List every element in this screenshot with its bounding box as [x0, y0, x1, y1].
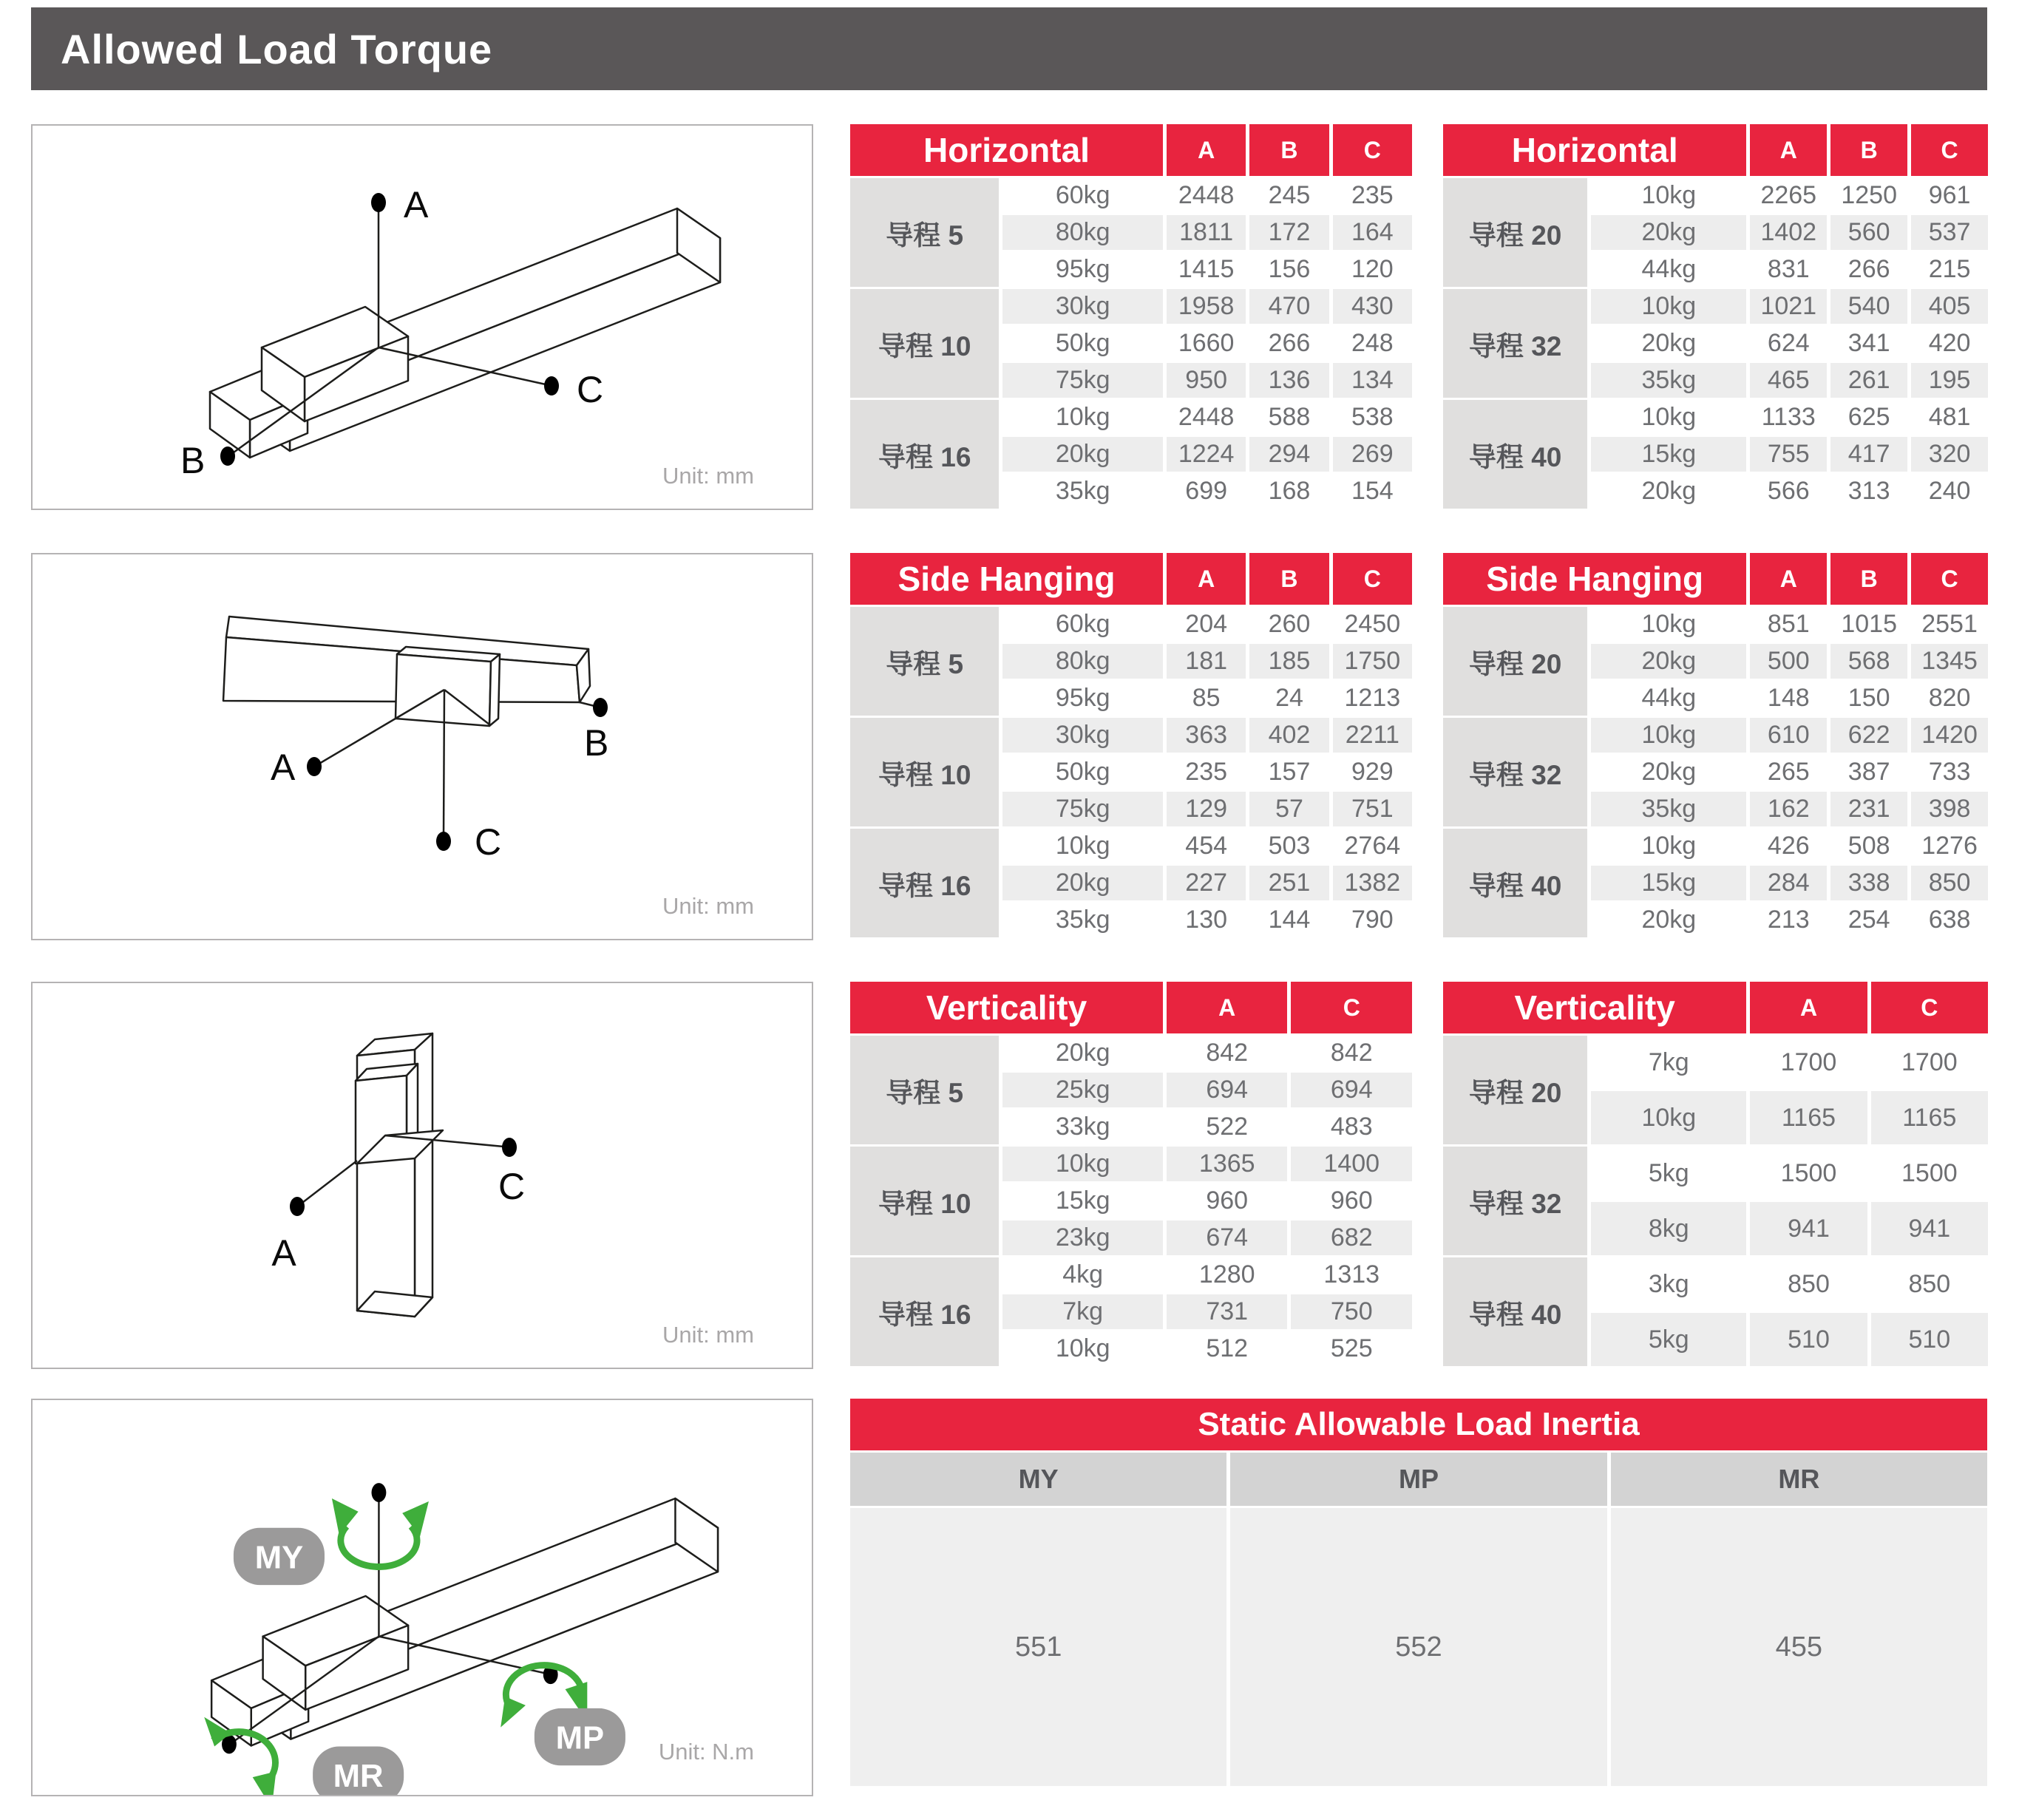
- axis-b-dot: [220, 446, 235, 466]
- weight-cell: 23kg: [1002, 1220, 1163, 1255]
- weight-cell: 8kg: [1591, 1202, 1746, 1255]
- value-cell: 522: [1167, 1110, 1288, 1144]
- value-cell: 430: [1333, 289, 1412, 324]
- value-cell: 130: [1167, 903, 1246, 937]
- value-cell: 195: [1911, 363, 1988, 398]
- value-cell: 1280: [1167, 1257, 1288, 1292]
- lead-cell: 导程 5: [850, 607, 999, 716]
- value-cell: 610: [1750, 718, 1827, 753]
- value-cell: 638: [1911, 903, 1988, 937]
- weight-cell: 80kg: [1002, 644, 1163, 679]
- value-cell: 525: [1291, 1331, 1412, 1366]
- lead-cell: 导程 10: [850, 289, 999, 398]
- axis-c-dot: [544, 376, 559, 395]
- value-cell: 1958: [1167, 289, 1246, 324]
- value-cell: 1420: [1911, 718, 1988, 753]
- value-cell: 402: [1249, 718, 1329, 753]
- value-cell: 961: [1911, 178, 1988, 213]
- value-cell: 537: [1911, 215, 1988, 250]
- value-cell: 24: [1249, 681, 1329, 716]
- value-cell: 2211: [1333, 718, 1412, 753]
- axis-a-dot: [307, 757, 322, 776]
- value-cell: 134: [1333, 363, 1412, 398]
- value-cell: 960: [1291, 1184, 1412, 1218]
- weight-cell: 25kg: [1002, 1073, 1163, 1107]
- value-cell: 248: [1333, 326, 1412, 361]
- value-cell: 162: [1750, 792, 1827, 826]
- value-cell: 1165: [1871, 1091, 1988, 1144]
- value-cell: 2448: [1167, 400, 1246, 435]
- value-cell: 820: [1911, 681, 1988, 716]
- value-cell: 510: [1871, 1313, 1988, 1366]
- value-cell: 150: [1830, 681, 1907, 716]
- weight-cell: 20kg: [1591, 326, 1746, 361]
- my-axis-dot: [372, 1483, 387, 1502]
- moment-diagram: [33, 1400, 812, 1795]
- value-cell: 790: [1333, 903, 1412, 937]
- value-cell: 941: [1750, 1202, 1867, 1255]
- weight-cell: 20kg: [1002, 866, 1163, 900]
- column-header-c: C: [1291, 982, 1412, 1033]
- weight-cell: 10kg: [1591, 829, 1746, 863]
- weight-cell: 5kg: [1591, 1313, 1746, 1366]
- value-cell: 929: [1333, 755, 1412, 790]
- value-cell: 426: [1750, 829, 1827, 863]
- diagram-panel-verticality: [31, 982, 813, 1369]
- unit-label: Unit: mm: [662, 893, 754, 919]
- value-cell: 682: [1291, 1220, 1412, 1255]
- table-title: Horizontal: [1443, 124, 1746, 176]
- weight-cell: 50kg: [1002, 326, 1163, 361]
- value-cell: 1276: [1911, 829, 1988, 863]
- value-cell: 755: [1750, 437, 1827, 472]
- value-cell: 510: [1750, 1313, 1867, 1366]
- value-cell: 624: [1750, 326, 1827, 361]
- weight-cell: 4kg: [1002, 1257, 1163, 1292]
- weight-cell: 7kg: [1591, 1036, 1746, 1089]
- weight-cell: 95kg: [1002, 681, 1163, 716]
- axis-c-label: C: [475, 821, 502, 863]
- diagram-panel-side-hanging: [31, 553, 813, 940]
- weight-cell: 20kg: [1591, 644, 1746, 679]
- weight-cell: 10kg: [1002, 1147, 1163, 1181]
- svg-text:MP: MP: [555, 1719, 605, 1756]
- weight-cell: 10kg: [1591, 718, 1746, 753]
- value-cell: 1365: [1167, 1147, 1288, 1181]
- table-title: Verticality: [850, 982, 1163, 1033]
- value-cell: 568: [1830, 644, 1907, 679]
- value-cell: 181: [1167, 644, 1246, 679]
- weight-cell: 60kg: [1002, 178, 1163, 213]
- axis-a-label: A: [271, 1232, 296, 1274]
- column-header-b: B: [1830, 553, 1907, 605]
- value-cell: 227: [1167, 866, 1246, 900]
- value-cell: 120: [1333, 252, 1412, 287]
- axis-a-label: A: [271, 747, 296, 788]
- column-header-c: C: [1871, 982, 1988, 1033]
- verticality-diagram: [33, 983, 812, 1368]
- value-cell: 148: [1750, 681, 1827, 716]
- value-cell: 674: [1167, 1220, 1288, 1255]
- value-cell: 1345: [1911, 644, 1988, 679]
- weight-cell: 20kg: [1591, 755, 1746, 790]
- value-cell: 213: [1750, 903, 1827, 937]
- verticality-table-lead-5-16: [850, 982, 1412, 1366]
- lead-cell: 导程 40: [1443, 829, 1587, 937]
- svg-text:MR: MR: [333, 1758, 384, 1795]
- weight-cell: 10kg: [1591, 1091, 1746, 1144]
- carriage-block: [396, 647, 500, 726]
- inertia-value-mr: 455: [1611, 1508, 1987, 1786]
- side-hanging-table-lead-5-16: [850, 553, 1412, 937]
- weight-cell: 15kg: [1591, 866, 1746, 900]
- value-cell: 588: [1249, 400, 1329, 435]
- value-cell: 313: [1830, 474, 1907, 509]
- value-cell: 751: [1333, 792, 1412, 826]
- weight-cell: 15kg: [1591, 437, 1746, 472]
- value-cell: 1500: [1750, 1147, 1867, 1200]
- value-cell: 157: [1249, 755, 1329, 790]
- value-cell: 2551: [1911, 607, 1988, 642]
- value-cell: 842: [1291, 1036, 1412, 1070]
- lead-cell: 导程 20: [1443, 607, 1587, 716]
- side-hanging-table-lead-20-40: [1443, 553, 1988, 937]
- weight-cell: 35kg: [1002, 903, 1163, 937]
- value-cell: 470: [1249, 289, 1329, 324]
- value-cell: 731: [1167, 1294, 1288, 1329]
- value-cell: 622: [1830, 718, 1907, 753]
- column-header-a: A: [1167, 982, 1288, 1033]
- value-cell: 831: [1750, 252, 1827, 287]
- weight-cell: 33kg: [1002, 1110, 1163, 1144]
- weight-cell: 15kg: [1002, 1184, 1163, 1218]
- lead-cell: 导程 32: [1443, 1147, 1587, 1255]
- weight-cell: 35kg: [1591, 363, 1746, 398]
- column-header-a: A: [1167, 124, 1246, 176]
- horizontal-diagram: [33, 126, 812, 509]
- column-header-b: B: [1249, 124, 1329, 176]
- column-header-a: A: [1750, 124, 1827, 176]
- value-cell: 2448: [1167, 178, 1246, 213]
- weight-cell: 5kg: [1591, 1147, 1746, 1200]
- weight-cell: 7kg: [1002, 1294, 1163, 1329]
- lead-cell: 导程 16: [850, 1257, 999, 1366]
- value-cell: 1750: [1333, 644, 1412, 679]
- weight-cell: 44kg: [1591, 252, 1746, 287]
- value-cell: 1165: [1750, 1091, 1867, 1144]
- column-header-a: A: [1750, 553, 1827, 605]
- value-cell: 850: [1871, 1257, 1988, 1311]
- column-header-c: C: [1333, 124, 1412, 176]
- lead-cell: 导程 16: [850, 829, 999, 937]
- weight-cell: 30kg: [1002, 718, 1163, 753]
- value-cell: 341: [1830, 326, 1907, 361]
- value-cell: 1400: [1291, 1147, 1412, 1181]
- value-cell: 960: [1167, 1184, 1288, 1218]
- axis-c-label: C: [498, 1166, 526, 1207]
- diagram-panel-horizontal: [31, 124, 813, 510]
- weight-cell: 3kg: [1591, 1257, 1746, 1311]
- value-cell: 266: [1830, 252, 1907, 287]
- axis-a-dot: [371, 193, 386, 212]
- value-cell: 129: [1167, 792, 1246, 826]
- value-cell: 1250: [1830, 178, 1907, 213]
- column-header-b: B: [1249, 553, 1329, 605]
- value-cell: 1660: [1167, 326, 1246, 361]
- table-title: Side Hanging: [850, 553, 1163, 605]
- value-cell: 1021: [1750, 289, 1827, 324]
- axis-c-dot: [502, 1138, 517, 1157]
- value-cell: 338: [1830, 866, 1907, 900]
- value-cell: 699: [1167, 474, 1246, 509]
- value-cell: 842: [1167, 1036, 1288, 1070]
- weight-cell: 10kg: [1002, 400, 1163, 435]
- lead-cell: 导程 32: [1443, 289, 1587, 398]
- value-cell: 1415: [1167, 252, 1246, 287]
- lead-cell: 导程 20: [1443, 178, 1587, 287]
- value-cell: 254: [1830, 903, 1907, 937]
- value-cell: 2764: [1333, 829, 1412, 863]
- weight-cell: 30kg: [1002, 289, 1163, 324]
- lead-cell: 导程 5: [850, 1036, 999, 1144]
- value-cell: 851: [1750, 607, 1827, 642]
- value-cell: 417: [1830, 437, 1907, 472]
- inertia-header-mp: MP: [1230, 1453, 1606, 1506]
- value-cell: 136: [1249, 363, 1329, 398]
- column-header-b: B: [1830, 124, 1907, 176]
- value-cell: 144: [1249, 903, 1329, 937]
- inertia-value-mp: 552: [1230, 1508, 1606, 1786]
- value-cell: 231: [1830, 792, 1907, 826]
- value-cell: 85: [1167, 681, 1246, 716]
- unit-label: Unit: N.m: [658, 1739, 754, 1765]
- value-cell: 156: [1249, 252, 1329, 287]
- svg-text:MY: MY: [254, 1539, 304, 1576]
- lead-cell: 导程 10: [850, 1147, 999, 1255]
- value-cell: 503: [1249, 829, 1329, 863]
- axis-c-dot: [436, 832, 451, 851]
- column-header-c: C: [1333, 553, 1412, 605]
- value-cell: 1700: [1871, 1036, 1988, 1089]
- value-cell: 1382: [1333, 866, 1412, 900]
- inertia-header-my: MY: [850, 1453, 1226, 1506]
- inertia-table-title: Static Allowable Load Inertia: [850, 1399, 1987, 1450]
- value-cell: 1402: [1750, 215, 1827, 250]
- value-cell: 154: [1333, 474, 1412, 509]
- value-cell: 508: [1830, 829, 1907, 863]
- page-title: Allowed Load Torque: [61, 25, 493, 72]
- value-cell: 465: [1750, 363, 1827, 398]
- my-rotation-arrow: [332, 1498, 429, 1566]
- weight-cell: 75kg: [1002, 363, 1163, 398]
- weight-cell: 35kg: [1002, 474, 1163, 509]
- value-cell: 269: [1333, 437, 1412, 472]
- horizontal-table-lead-20-40: [1443, 124, 1988, 509]
- weight-cell: 75kg: [1002, 792, 1163, 826]
- weight-cell: 10kg: [1591, 607, 1746, 642]
- value-cell: 1313: [1291, 1257, 1412, 1292]
- lead-cell: 导程 16: [850, 400, 999, 509]
- value-cell: 512: [1167, 1331, 1288, 1366]
- lead-cell: 导程 40: [1443, 1257, 1587, 1366]
- value-cell: 950: [1167, 363, 1246, 398]
- value-cell: 405: [1911, 289, 1988, 324]
- weight-cell: 60kg: [1002, 607, 1163, 642]
- weight-cell: 80kg: [1002, 215, 1163, 250]
- value-cell: 1213: [1333, 681, 1412, 716]
- lead-cell: 导程 5: [850, 178, 999, 287]
- value-cell: 1133: [1750, 400, 1827, 435]
- value-cell: 261: [1830, 363, 1907, 398]
- value-cell: 164: [1333, 215, 1412, 250]
- value-cell: 2265: [1750, 178, 1827, 213]
- value-cell: 694: [1167, 1073, 1288, 1107]
- weight-cell: 20kg: [1591, 215, 1746, 250]
- axis-b-dot: [593, 698, 608, 717]
- value-cell: 294: [1249, 437, 1329, 472]
- column-header-c: C: [1911, 124, 1988, 176]
- value-cell: 850: [1750, 1257, 1867, 1311]
- page-title-bar: [31, 7, 1987, 90]
- value-cell: 483: [1291, 1110, 1412, 1144]
- value-cell: 694: [1291, 1073, 1412, 1107]
- value-cell: 540: [1830, 289, 1907, 324]
- value-cell: 481: [1911, 400, 1988, 435]
- value-cell: 265: [1750, 755, 1827, 790]
- value-cell: 266: [1249, 326, 1329, 361]
- inertia-value-my: 551: [850, 1508, 1226, 1786]
- static-load-inertia-table: [850, 1399, 1987, 1786]
- axis-c-label: C: [577, 369, 604, 410]
- inertia-header-mr: MR: [1611, 1453, 1987, 1506]
- value-cell: 320: [1911, 437, 1988, 472]
- weight-cell: 10kg: [1591, 178, 1746, 213]
- value-cell: 538: [1333, 400, 1412, 435]
- weight-cell: 35kg: [1591, 792, 1746, 826]
- horizontal-table-lead-5-16: [850, 124, 1412, 509]
- lead-cell: 导程 32: [1443, 718, 1587, 826]
- value-cell: 235: [1333, 178, 1412, 213]
- value-cell: 1700: [1750, 1036, 1867, 1089]
- value-cell: 260: [1249, 607, 1329, 642]
- weight-cell: 50kg: [1002, 755, 1163, 790]
- value-cell: 750: [1291, 1294, 1412, 1329]
- value-cell: 1224: [1167, 437, 1246, 472]
- side-hanging-diagram: [33, 554, 812, 939]
- value-cell: 363: [1167, 718, 1246, 753]
- axis-a-label: A: [404, 184, 429, 225]
- weight-cell: 20kg: [1591, 903, 1746, 937]
- value-cell: 560: [1830, 215, 1907, 250]
- value-cell: 245: [1249, 178, 1329, 213]
- table-title: Verticality: [1443, 982, 1746, 1033]
- column-header-a: A: [1750, 982, 1867, 1033]
- value-cell: 398: [1911, 792, 1988, 826]
- diagram-panel-moment: [31, 1399, 813, 1796]
- verticality-table-lead-20-40: [1443, 982, 1988, 1366]
- value-cell: 172: [1249, 215, 1329, 250]
- value-cell: 1811: [1167, 215, 1246, 250]
- lead-cell: 导程 20: [1443, 1036, 1587, 1144]
- weight-cell: 10kg: [1002, 829, 1163, 863]
- value-cell: 454: [1167, 829, 1246, 863]
- value-cell: 387: [1830, 755, 1907, 790]
- value-cell: 185: [1249, 644, 1329, 679]
- column-header-c: C: [1911, 553, 1988, 605]
- weight-cell: 10kg: [1591, 400, 1746, 435]
- lead-cell: 导程 10: [850, 718, 999, 826]
- axis-b-label: B: [584, 722, 609, 764]
- value-cell: 850: [1911, 866, 1988, 900]
- weight-cell: 10kg: [1002, 1331, 1163, 1366]
- value-cell: 1015: [1830, 607, 1907, 642]
- value-cell: 500: [1750, 644, 1827, 679]
- weight-cell: 10kg: [1591, 289, 1746, 324]
- weight-cell: 20kg: [1002, 1036, 1163, 1070]
- axis-b-label: B: [180, 440, 206, 481]
- value-cell: 420: [1911, 326, 1988, 361]
- axis-a-dot: [290, 1197, 305, 1216]
- column-header-a: A: [1167, 553, 1246, 605]
- value-cell: 1500: [1871, 1147, 1988, 1200]
- value-cell: 733: [1911, 755, 1988, 790]
- weight-cell: 95kg: [1002, 252, 1163, 287]
- value-cell: 215: [1911, 252, 1988, 287]
- value-cell: 204: [1167, 607, 1246, 642]
- value-cell: 235: [1167, 755, 1246, 790]
- unit-label: Unit: mm: [662, 463, 754, 489]
- table-title: Side Hanging: [1443, 553, 1746, 605]
- weight-cell: 44kg: [1591, 681, 1746, 716]
- value-cell: 240: [1911, 474, 1988, 509]
- value-cell: 251: [1249, 866, 1329, 900]
- value-cell: 284: [1750, 866, 1827, 900]
- value-cell: 57: [1249, 792, 1329, 826]
- value-cell: 625: [1830, 400, 1907, 435]
- value-cell: 941: [1871, 1202, 1988, 1255]
- weight-cell: 20kg: [1591, 474, 1746, 509]
- lead-cell: 导程 40: [1443, 400, 1587, 509]
- unit-label: Unit: mm: [662, 1322, 754, 1348]
- weight-cell: 20kg: [1002, 437, 1163, 472]
- table-title: Horizontal: [850, 124, 1163, 176]
- value-cell: 168: [1249, 474, 1329, 509]
- value-cell: 566: [1750, 474, 1827, 509]
- value-cell: 2450: [1333, 607, 1412, 642]
